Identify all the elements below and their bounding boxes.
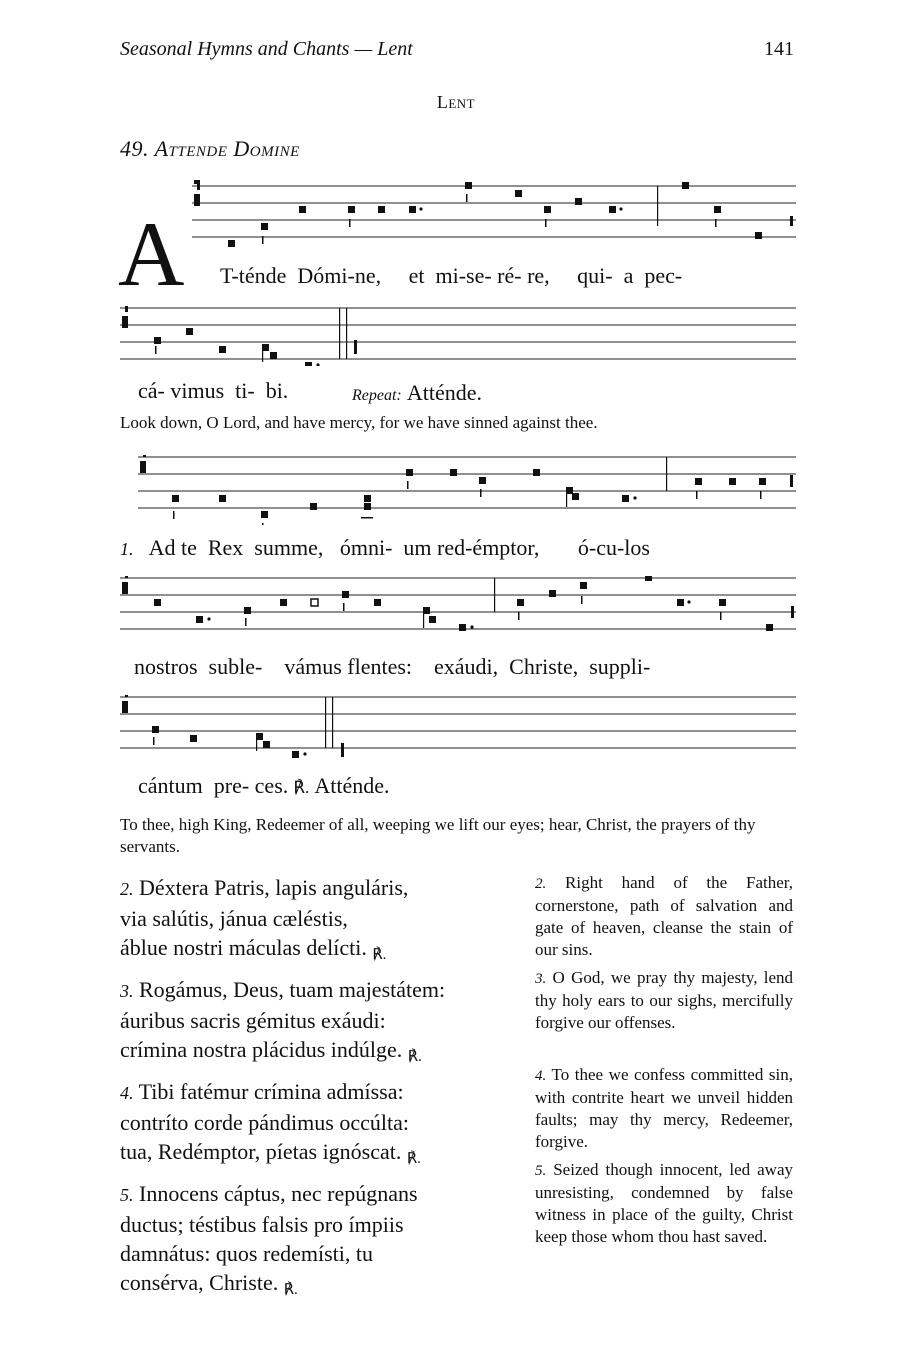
verse-1-lyrics-3: cántum pre- ces. bbox=[138, 773, 289, 798]
response-symbol: ℟. bbox=[283, 1282, 298, 1298]
verse-1-lyrics-1: Ad te Rex summe, ómni- um red-émptor, ó-cu-los bbox=[148, 535, 650, 560]
verse-number: 3. bbox=[535, 971, 547, 987]
antiphon-lyrics-2: cá- vimus ti- bi. bbox=[138, 378, 289, 403]
c-clef-icon bbox=[194, 180, 200, 206]
verse-line: contríto corde pándimus occúlta: bbox=[120, 1110, 409, 1135]
chant-staff-4 bbox=[120, 576, 796, 646]
verse-number: 2. bbox=[535, 876, 547, 892]
translation-text: Seized though innocent, led away unresisting, condemned by false witness in place of the guilty, Christ keep those whom thou hast saved. bbox=[535, 1160, 794, 1246]
verse-line: damnátus: quos redemísti, tu bbox=[120, 1241, 373, 1266]
repeat-label: Repeat: bbox=[352, 387, 402, 404]
translation-text: O God, we pray thy majesty, lend thy holy ears to our sighs, mercifully forgive our offenses. bbox=[535, 968, 793, 1032]
verse-line: consérva, Christe. bbox=[120, 1270, 279, 1295]
verse-number: 4. bbox=[120, 1083, 134, 1103]
verse-3-translation bbox=[535, 967, 793, 1034]
verse-2 bbox=[120, 873, 520, 970]
verse-line: Déxtera Patris, lapis anguláris, bbox=[139, 875, 409, 900]
c-clef-icon bbox=[140, 455, 146, 473]
page-number: 141 bbox=[764, 38, 794, 60]
drop-cap: A bbox=[118, 203, 185, 305]
response-symbol: ℟. bbox=[406, 1151, 421, 1167]
verse-3 bbox=[120, 975, 520, 1072]
verse-line: via salútis, jánua cæléstis, bbox=[120, 906, 348, 931]
verse-line: crímina nostra plácidus indúlge. bbox=[120, 1037, 403, 1062]
repeat-note bbox=[352, 380, 482, 406]
verse-1-number: 1. bbox=[120, 539, 134, 559]
section-title: Lent bbox=[436, 92, 476, 112]
response-text: Atténde. bbox=[314, 773, 390, 798]
latin-verses bbox=[120, 873, 520, 1305]
response-symbol: ℟. bbox=[372, 947, 387, 963]
verse-line: Rogámus, Deus, tuam majestátem: bbox=[139, 977, 446, 1002]
chant-staff-2 bbox=[120, 306, 796, 366]
verse-5-translation bbox=[535, 1159, 793, 1248]
response-symbol: ℟. bbox=[293, 778, 310, 797]
verse-line: ductus; téstibus falsis pro ímpiis bbox=[120, 1212, 404, 1237]
verse-number: 4. bbox=[535, 1068, 547, 1084]
verse-line: tua, Redémptor, píetas ignóscat. bbox=[120, 1139, 402, 1164]
c-clef-icon bbox=[122, 576, 128, 594]
verse-line: Innocens cáptus, nec repúgnans bbox=[139, 1181, 418, 1206]
chant-staff-3 bbox=[138, 455, 796, 525]
verse-number: 2. bbox=[120, 879, 134, 899]
verse-1-line-1 bbox=[120, 535, 650, 561]
c-clef-icon bbox=[122, 306, 128, 328]
verse-1-line-3 bbox=[138, 773, 390, 799]
verse-line: áuribus sacris gémitus exáudi: bbox=[120, 1008, 386, 1033]
verse-5 bbox=[120, 1179, 520, 1305]
verse-line: áblue nostri máculas delícti. bbox=[120, 935, 367, 960]
verse-number: 3. bbox=[120, 981, 134, 1001]
running-title: Seasonal Hymns and Chants — Lent bbox=[120, 38, 413, 60]
chant-staff-1 bbox=[192, 180, 796, 250]
verse-2-translation bbox=[535, 872, 793, 961]
chant-staff-5 bbox=[120, 695, 796, 765]
hymn-title: 49. Attende Domine bbox=[120, 136, 300, 161]
verse-1-lyrics-2: nostros suble- vámus flentes: exáudi, Christe, suppli- bbox=[134, 654, 651, 679]
c-clef-icon bbox=[122, 695, 128, 713]
verse-line: Tibi fatémur crímina admíssa: bbox=[138, 1079, 404, 1104]
antiphon-lyrics-1: T-ténde Dómi-ne, et mi-se- ré- re, qui- a pec- bbox=[220, 263, 683, 288]
translation-text: Right hand of the Father, cornerstone, path of salvation and gate of heaven, cleanse the stain of our sins. bbox=[535, 873, 793, 959]
verse-number: 5. bbox=[120, 1185, 134, 1205]
translation-text: To thee we confess committed sin, with contrite heart we unveil hidden faults; may thy mercy, Redeemer, forgive. bbox=[535, 1065, 793, 1151]
verse-4 bbox=[120, 1077, 520, 1174]
verse-4-translation bbox=[535, 1064, 793, 1153]
response-symbol: ℟. bbox=[407, 1049, 422, 1065]
antiphon-translation: Look down, O Lord, and have mercy, for we have sinned against thee. bbox=[120, 413, 598, 432]
repeat-text: Atténde. bbox=[406, 380, 482, 405]
verse-number: 5. bbox=[535, 1163, 547, 1179]
verse-1-translation: To thee, high King, Redeemer of all, weeping we lift our eyes; hear, Christ, the prayers of thy servants. bbox=[120, 815, 756, 856]
